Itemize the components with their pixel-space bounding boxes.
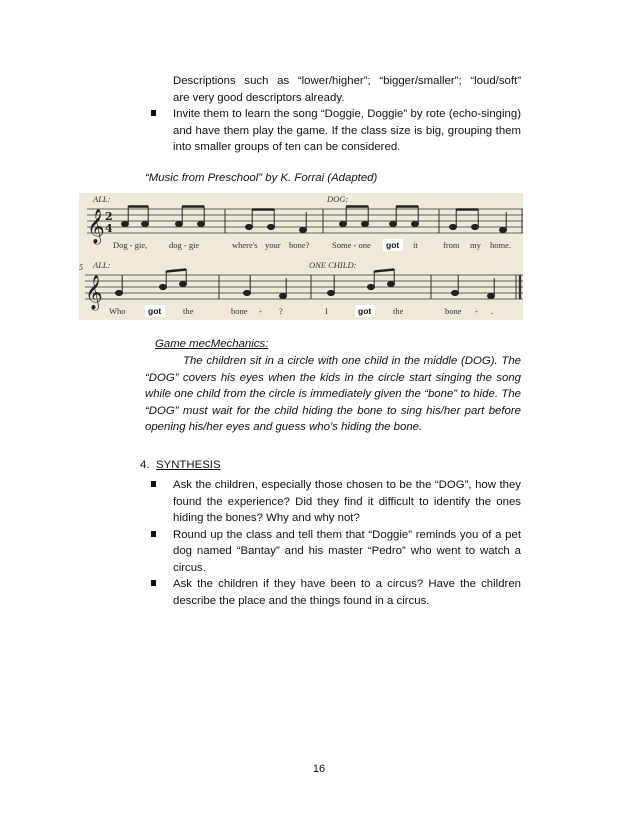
note-head: [412, 221, 419, 226]
music-score: [79, 193, 523, 320]
lyric: bone?: [289, 240, 310, 250]
synthesis-bullet-list: [151, 477, 521, 609]
lyrics-row-2: [109, 305, 493, 317]
page-number: 16: [312, 763, 326, 775]
square-bullet-icon: [151, 531, 156, 537]
section-number: 4.: [140, 459, 150, 471]
lyric: the: [183, 306, 194, 316]
note-head: [450, 224, 457, 229]
square-bullet-icon: [151, 481, 156, 487]
lyric: from: [443, 240, 460, 250]
lyric: it: [413, 240, 418, 250]
lyrics-row-1: [113, 239, 511, 251]
notes-row-1: [122, 206, 507, 233]
lyric: got: [358, 306, 372, 316]
note-head: [300, 227, 307, 232]
lyric: got: [386, 240, 400, 250]
row1-left-label: ALL:: [93, 194, 111, 204]
row2-right-label: ONE CHILD:: [309, 260, 357, 270]
note-head: [122, 221, 129, 226]
lyric: bone: [231, 306, 248, 316]
continuation-line-1: Descriptions such as “lower/higher”; “bigger/smaller”; “loud/soft”: [173, 75, 521, 87]
note-head: [268, 224, 275, 229]
lyric: Who: [109, 306, 126, 316]
lyric: I: [325, 306, 328, 316]
top-bullet-list: [151, 106, 521, 156]
bullet-item: [151, 576, 521, 609]
bullet-text: Round up the class and tell them that “Doggie” reminds you of a pet dog named “Bantay” and his master “Pedro” who went to watch a circus.: [173, 528, 521, 574]
game-mechanics-title: Game mecMechanics:: [155, 338, 269, 350]
note-head: [388, 281, 395, 286]
measure-number: 5: [79, 263, 83, 272]
bullet-text: Ask the children if they have been to a circus? Have the children describe the place and the things found in a circus.: [173, 578, 521, 607]
square-bullet-icon: [151, 580, 156, 586]
note-head: [328, 290, 335, 295]
synthesis-heading: [140, 459, 221, 471]
note-head: [180, 281, 187, 286]
note-head: [362, 221, 369, 226]
note-head: [160, 284, 167, 289]
lyric: .: [491, 306, 494, 316]
square-bullet-icon: [151, 110, 156, 116]
note-head: [500, 227, 507, 232]
lyric: -: [259, 306, 262, 316]
note-beam: [166, 270, 186, 272]
lyric: bone: [445, 306, 462, 316]
section-title: SYNTHESIS: [156, 459, 221, 471]
lyric: your: [265, 240, 281, 250]
bullet-item: [151, 527, 521, 577]
score-caption: “Music from Preschool” by K. Forrai (Adapted): [145, 172, 378, 184]
row1-right-label: DOG:: [327, 194, 349, 204]
bullet-item: [151, 477, 521, 527]
note-head: [488, 293, 495, 298]
bullet-text: Invite them to learn the song “Doggie, Doggie” by rote (echo-singing) and have them play the game. If the class size is big, grouping them into smaller groups of ten can be considered.: [173, 108, 521, 153]
notes-row-2: [116, 269, 495, 299]
note-head: [340, 221, 347, 226]
note-head: [368, 284, 375, 289]
note-head: [452, 290, 459, 295]
game-mechanics-text: The children sit in a circle with one child in the middle (DOG). The “DOG” covers his eyes when the kids in the circle start singing the song while one child from the circle is immediately given the “bone” to hide. The “DOG” must wait for the child hiding the bone to sing his/her part before opening his/her eyes and guess who’s hiding the bone.: [145, 355, 521, 433]
note-head: [390, 221, 397, 226]
music-score-svg: [79, 193, 523, 320]
game-mechanics-body: [145, 353, 521, 436]
continuation-paragraph: [173, 73, 521, 106]
lyric: Dog - gie,: [113, 240, 148, 250]
lyric: Some - one: [332, 240, 371, 250]
note-head: [280, 293, 287, 298]
note-head: [472, 224, 479, 229]
note-head: [116, 290, 123, 295]
time-signature-top: 2: [105, 210, 113, 223]
note-head: [244, 290, 251, 295]
lyric: my: [470, 240, 481, 250]
bullet-item: [151, 106, 521, 156]
lyric: dog - gie: [169, 240, 200, 250]
note-head: [176, 221, 183, 226]
note-beam: [374, 270, 394, 272]
lyric: the: [393, 306, 404, 316]
row2-left-label: ALL:: [93, 260, 111, 270]
note-head: [142, 221, 149, 226]
note-head: [198, 221, 205, 226]
lyric: ?: [279, 306, 283, 316]
treble-clef-icon: 𝄞: [87, 209, 105, 244]
note-head: [246, 224, 253, 229]
lyric: where's: [232, 240, 258, 250]
time-signature-bottom: 4: [105, 222, 113, 235]
lyric: -: [475, 306, 478, 316]
lyric: home.: [490, 240, 512, 250]
lyric: got: [148, 306, 162, 316]
continuation-line-2: are very good descriptors already.: [173, 91, 345, 104]
bullet-text: Ask the children, especially those chosen to be the “DOG”, how they found the experience? Did they find it difficult to identify the ones hiding the bones? Why and why not?: [173, 479, 521, 524]
treble-clef-icon: 𝄞: [85, 275, 103, 310]
